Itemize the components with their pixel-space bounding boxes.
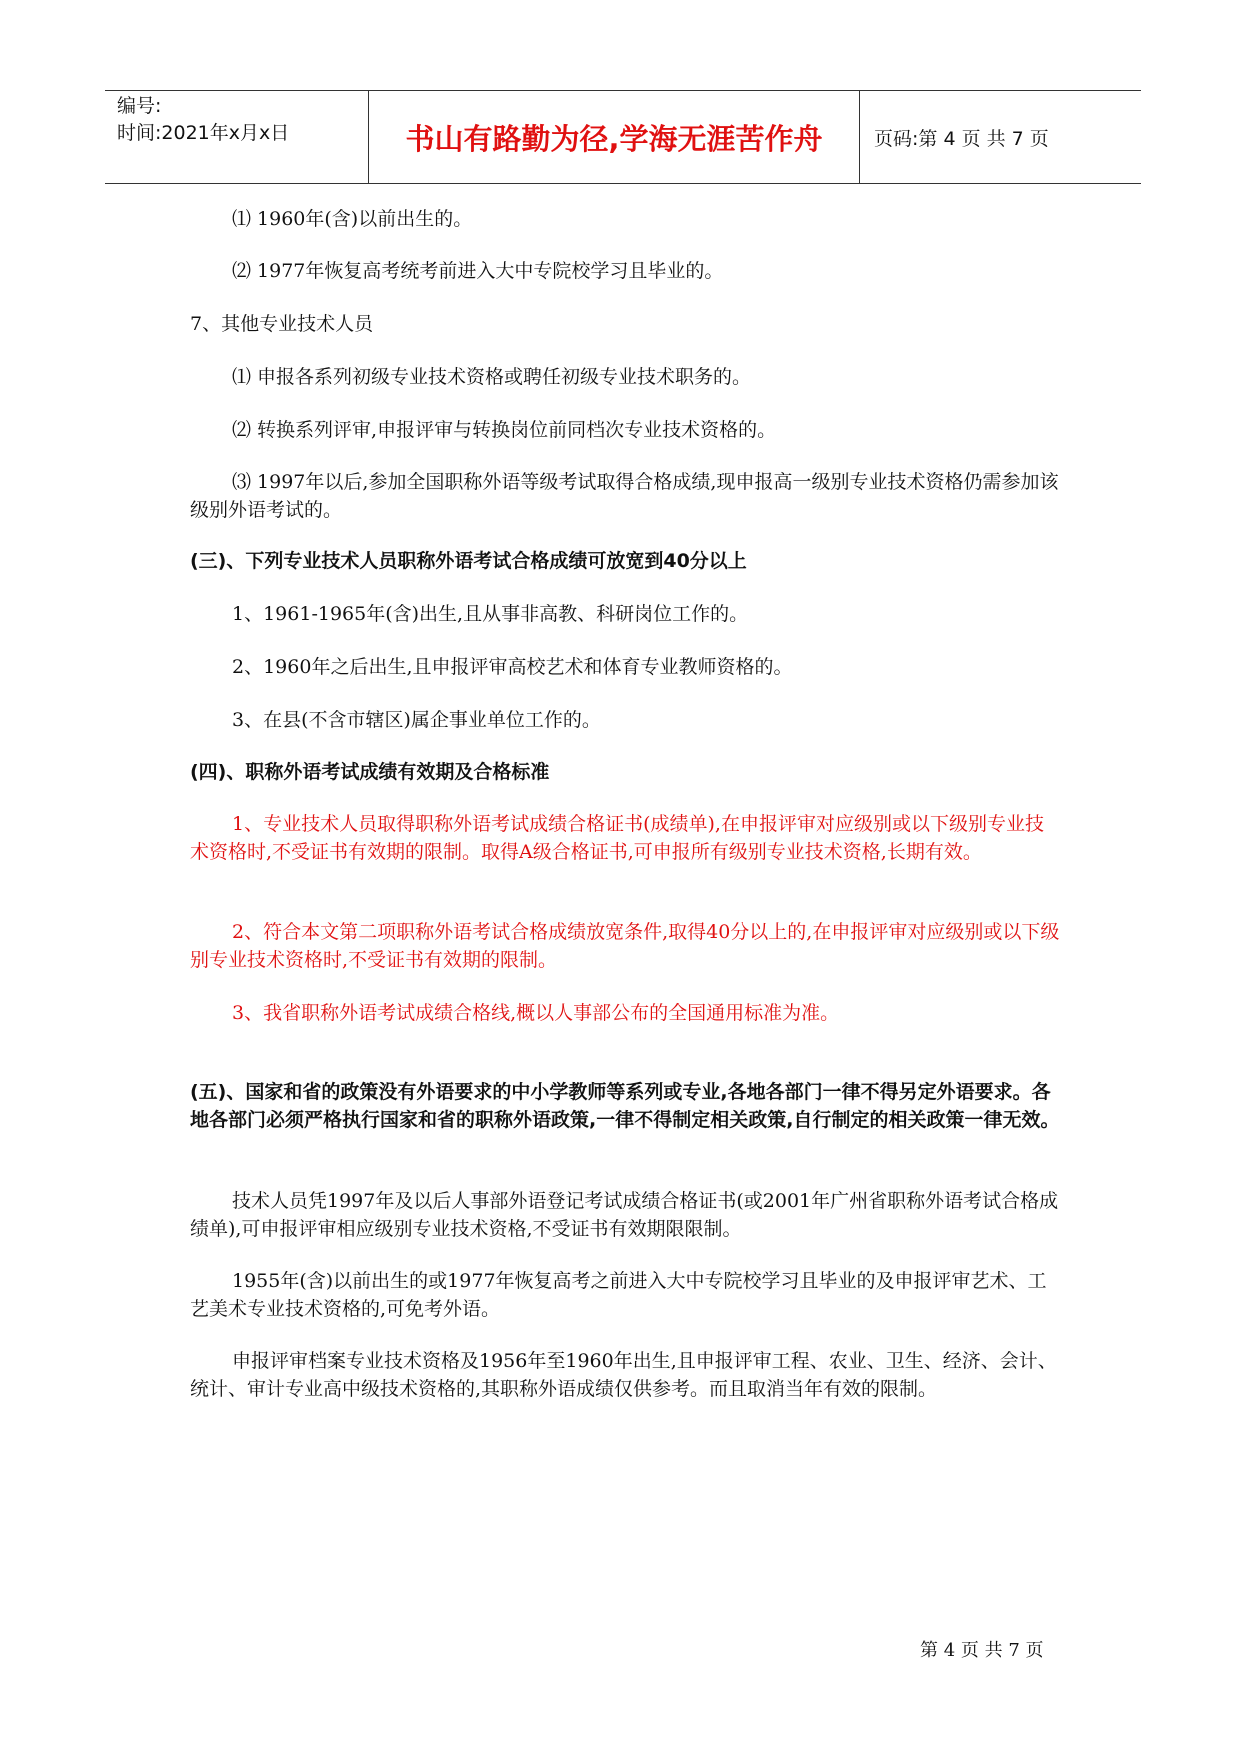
page-header [105, 90, 1141, 184]
list-item: ⑵ 转换系列评审,申报评审与转换岗位前同档次专业技术资格的。 [232, 419, 777, 441]
time-label: 时间:2021年x月x日 [117, 122, 290, 144]
list-item: ⑵ 1977年恢复高考统考前进入大中专院校学习且毕业的。 [232, 260, 724, 282]
number-label: 编号: [117, 95, 162, 117]
body-paragraph: 1955年(含)以前出生的或1977年恢复高考之前进入大中专院校学习且毕业的及申报评审艺术、工艺美术专业技术资格的,可免考外语。 [190, 1270, 1047, 1320]
header-page-info [860, 91, 1141, 183]
page-footer: 第 4 页 共 7 页 [920, 1640, 1044, 1661]
body-paragraph: 申报评审档案专业技术资格及1956年至1960年出生,且申报评审工程、农业、卫生、经济、会计、统计、审计专业高中级技术资格的,其职称外语成绩仅供参考。而且取消当年有效的限制。 [190, 1350, 1057, 1400]
list-item: 1、1961-1965年(含)出生,且从事非高教、科研岗位工作的。 [232, 603, 749, 625]
highlight-paragraph: 2、符合本文第二项职称外语考试合格成绩放宽条件,取得40分以上的,在申报评审对应级别或以下级别专业技术资格时,不受证书有效期的限制。 [190, 921, 1060, 971]
highlight-paragraph: 1、专业技术人员取得职称外语考试成绩合格证书(成绩单),在申报评审对应级别或以下级别专业技术资格时,不受证书有效期的限制。取得A级合格证书,可申报所有级别专业技术资格,长期有效。 [190, 813, 1044, 863]
list-item: 2、1960年之后出生,且申报评审高校艺术和体育专业教师资格的。 [232, 656, 793, 678]
list-item: ⑶ 1997年以后,参加全国职称外语等级考试取得合格成绩,现申报高一级别专业技术资格仍需参加该级别外语考试的。 [190, 471, 1059, 521]
list-item: 3、在县(不含市辖区)属企事业单位工作的。 [232, 709, 601, 731]
page-label: 页码:第 4 页 共 7 页 [874, 127, 1049, 150]
section-heading: (三)、下列专业技术人员职称外语考试合格成绩可放宽到40分以上 [190, 550, 747, 572]
section-heading: (四)、职称外语考试成绩有效期及合格标准 [190, 761, 550, 783]
body-paragraph: 技术人员凭1997年及以后人事部外语登记考试成绩合格证书(或2001年广州省职称外语考试合格成绩单),可申报评审相应级别专业技术资格,不受证书有效期限限制。 [190, 1190, 1059, 1240]
list-item: ⑴ 申报各系列初级专业技术资格或聘任初级专业技术职务的。 [232, 366, 752, 388]
section-heading: (五)、国家和省的政策没有外语要求的中小学教师等系列或专业,各地各部门一律不得另定外语要求。各地各部门必须严格执行国家和省的职称外语政策,一律不得制定相关政策,自行制定的相关政策一律无效。 [190, 1081, 1060, 1131]
section-item: 7、其他专业技术人员 [190, 313, 374, 335]
highlight-paragraph: 3、我省职称外语考试成绩合格线,概以人事部公布的全国通用标准为准。 [232, 1002, 840, 1024]
list-item: ⑴ 1960年(含)以前出生的。 [232, 208, 473, 230]
header-motto: 书山有路勤为径,学海无涯苦作舟 [369, 91, 860, 183]
header-meta [105, 91, 369, 183]
